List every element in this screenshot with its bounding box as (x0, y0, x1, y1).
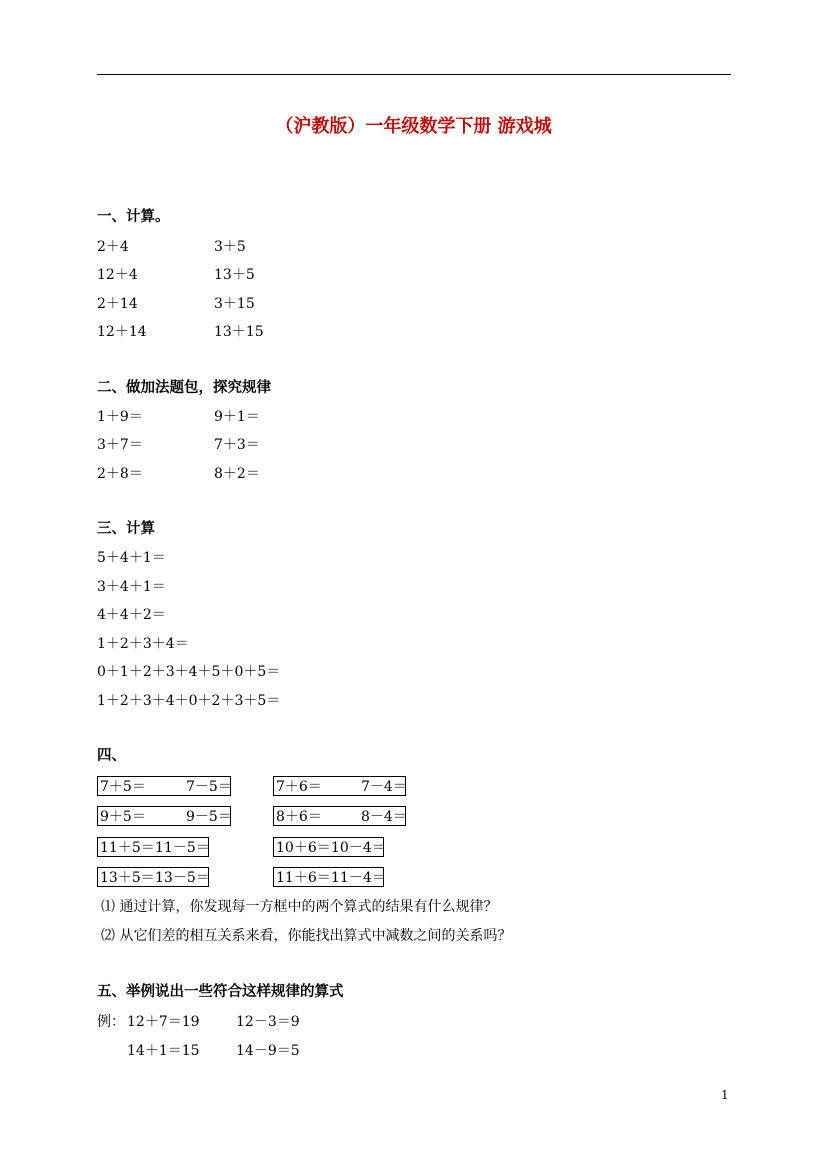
section-2-heading: 二、做加法题包，探究规律 (97, 379, 271, 396)
sec1-row4-b: 13＋15 (214, 324, 264, 340)
example-row1-a: 12＋7＝19 (127, 1014, 200, 1030)
problem-box (273, 837, 384, 857)
example-label: 例： (97, 1014, 125, 1030)
box-subtraction: 9－5＝ (186, 809, 232, 825)
sec2-row2-b: 7＋3＝ (214, 437, 260, 453)
box-subtraction: 8－4＝ (361, 809, 407, 825)
sec3-item-4: 1＋2＋3＋4＝ (97, 636, 189, 652)
box-subtraction: 11－5＝ (155, 840, 210, 856)
box-addition: 11＋6＝ (276, 870, 331, 886)
box-subtraction: 11－4＝ (331, 870, 386, 886)
box-addition: 7＋5＝ (100, 779, 146, 795)
section-5-heading: 五、举例说出一些符合这样规律的算式 (97, 983, 344, 1000)
box-addition: 11＋5＝ (100, 840, 155, 856)
sec3-item-1: 5＋4＋1＝ (97, 550, 166, 566)
problem-box (273, 806, 406, 826)
page-number: 1 (721, 1088, 729, 1102)
problem-box (97, 837, 209, 857)
header-rule (97, 74, 731, 75)
sec4-question-2: ⑵ 从它们差的相互关系来看，你能找出算式中减数之间的关系吗？ (101, 928, 512, 944)
section-3-heading: 三、计算 (97, 520, 155, 537)
sec1-row1-a: 2＋4 (97, 239, 129, 255)
sec3-item-6: 1＋2＋3＋4＋0＋2＋3＋5＝ (97, 693, 281, 709)
problem-box (97, 806, 231, 826)
sec1-row2-a: 12＋4 (97, 267, 138, 283)
box-subtraction: 10－4＝ (331, 840, 386, 856)
sec2-row3-a: 2＋8＝ (97, 466, 143, 482)
example-row2-a: 14＋1＝15 (127, 1043, 200, 1059)
sec2-row3-b: 8＋2＝ (214, 466, 260, 482)
page-title: （沪教版）一年级数学下册 游戏城 (275, 116, 552, 137)
sec3-item-5: 0＋1＋2＋3＋4＋5＋0＋5＝ (97, 664, 281, 680)
problem-box (97, 776, 231, 796)
problem-box (273, 867, 384, 887)
sec1-row3-a: 2＋14 (97, 296, 138, 312)
box-addition: 7＋6＝ (276, 779, 322, 795)
sec2-row2-a: 3＋7＝ (97, 437, 143, 453)
box-addition: 10＋6＝ (276, 840, 331, 856)
section-4-heading: 四、 (97, 747, 126, 764)
sec1-row4-a: 12＋14 (97, 324, 147, 340)
problem-box (273, 776, 406, 796)
box-addition: 9＋5＝ (100, 809, 146, 825)
sec1-row1-b: 3＋5 (214, 239, 246, 255)
section-1-heading: 一、计算。 (97, 208, 170, 225)
sec1-row3-b: 3＋15 (214, 296, 255, 312)
box-addition: 13＋5＝ (100, 870, 155, 886)
sec2-row1-a: 1＋9＝ (97, 409, 143, 425)
box-addition: 8＋6＝ (276, 809, 322, 825)
box-subtraction: 7－5＝ (186, 779, 232, 795)
sec1-row2-b: 13＋5 (214, 267, 255, 283)
box-subtraction: 13－5＝ (155, 870, 210, 886)
box-subtraction: 7－4＝ (361, 779, 407, 795)
sec4-question-1: ⑴ 通过计算，你发现每一方框中的两个算式的结果有什么规律？ (101, 899, 498, 915)
sec3-item-3: 4＋4＋2＝ (97, 607, 166, 623)
problem-box (97, 867, 209, 887)
sec2-row1-b: 9＋1＝ (214, 409, 260, 425)
example-row2-b: 14－9＝5 (236, 1043, 300, 1059)
example-row1-b: 12－3＝9 (236, 1014, 300, 1030)
sec3-item-2: 3＋4＋1＝ (97, 579, 166, 595)
